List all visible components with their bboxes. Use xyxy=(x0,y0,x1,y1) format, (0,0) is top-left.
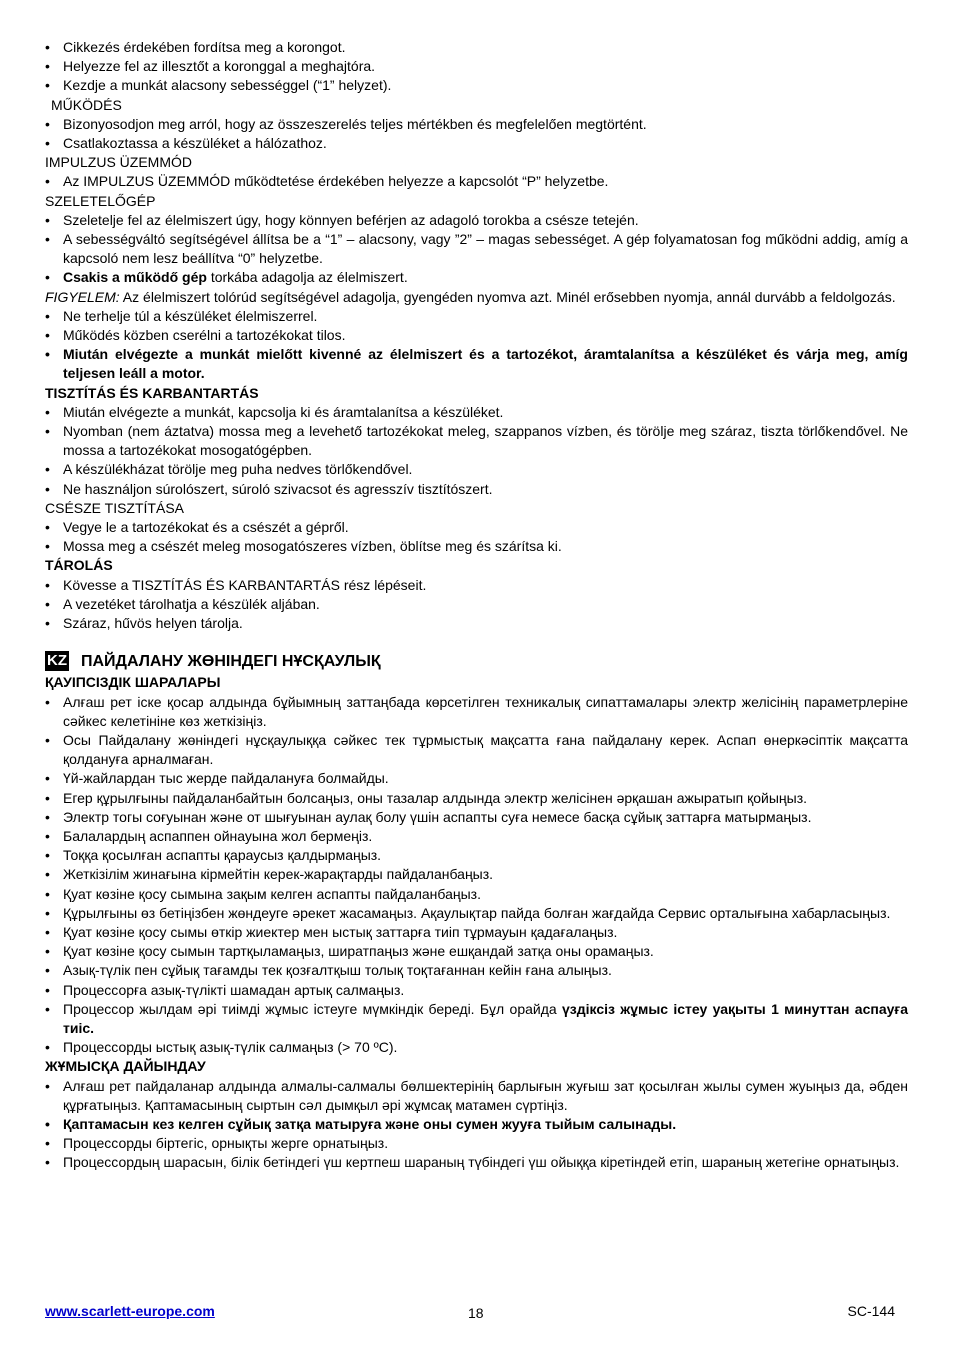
attention-paragraph xyxy=(45,288,908,307)
list-item: • A sebességváltó segítségével állítsa be a “1” – alacsony, vagy ”2” – magas sebességet. A gép folyamatosan fog működni addig, amíg a kapcsoló nem lesz beállítva “0” helyzetbe. xyxy=(45,230,908,268)
page-number: 18 xyxy=(468,1305,484,1321)
list-item: • Ne használjon súrolószert, súroló szivacsot és agresszív tisztítószert. xyxy=(45,480,908,499)
section-heading-pulse: IMPULZUS ÜZEMMÓD xyxy=(45,154,192,171)
kz-title-text: ПАЙДАЛАНУ ЖӨНІНДЕГІ НҰСҚАУЛЫҚ xyxy=(81,652,381,670)
section-heading-cleaning: TISZTÍTÁS ÉS KARBANTARTÁS xyxy=(45,384,259,401)
language-badge: KZ xyxy=(47,652,67,670)
kz-section-title xyxy=(45,649,908,673)
list-item: • Алғаш рет іске қосар алдында бұйымның заттаңбада көрсетілген техникалық сипаттамалары электр желісінің параметрлеріне сәйкес келетініне көз жеткізіңіз. xyxy=(45,693,908,731)
list-item: • Процессорды ыстық азық-түлік салмаңыз (> 70 ºС). xyxy=(45,1038,908,1057)
attention-label: FIGYELEM: xyxy=(45,288,120,305)
list-item: • Электр тогы соғуынан және от шығуынан аулақ болу үшін аспапты суға немесе басқа сұйық заттарға матырмаңыз. xyxy=(45,808,908,827)
section-heading-operation: MŰKÖDÉS xyxy=(51,96,122,113)
section-heading-prep: ЖҰМЫСҚА ДАЙЫНДАУ xyxy=(45,1058,206,1075)
model-number: SC-144 xyxy=(847,1303,895,1319)
list-item: • Csatlakoztassa a készüléket a hálózathoz. xyxy=(45,134,908,153)
hu-prep-list xyxy=(45,38,908,96)
list-item: • Процессорды біртегіс, орнықты жерге орнатыңыз. xyxy=(45,1134,908,1153)
list-item: • Az IMPULZUS ÜZEMMÓD működtetése érdekében helyezze a kapcsolót “P” helyzetbe. xyxy=(45,172,908,191)
emphasis-text: үздіксіз жұмыс істеу уақыты 1 минуттан аспауға тиіс. xyxy=(63,1000,909,1036)
body-text: Процессор жылдам әрі тиімді жұмыс істеуге мүмкіндік береді. Бұл орайда xyxy=(63,1000,562,1017)
list-item: • Үй-жайлардан тыс жерде пайдалануға болмайды. xyxy=(45,769,908,788)
list-item: • Осы Пайдалану жөніндегі нұсқаулыққа сәйкес тек тұрмыстық мақсатта ғана пайдалану керек. Аспап өнеркәсіптік мақсатта қолдануға арналмаған. xyxy=(45,731,908,769)
list-item: • Ne terhelje túl a készüléket élelmiszerrel. xyxy=(45,307,908,326)
list-item: • Балалардың аспаппен ойнауына жол бермеңіз. xyxy=(45,827,908,846)
list-item: • Vegye le a tartozékokat és a csészét a gépről. xyxy=(45,518,908,537)
list-item: • Құрылғыны өз бетіңізбен жөндеуге әрекет жасамаңыз. Ақаулықтар пайда болған жағдайда Сервис орталығына хабарласыңыз. xyxy=(45,904,908,923)
list-item: • Helyezze fel az illesztőt a koronggal a meghajtóra. xyxy=(45,57,908,76)
list-item: • Száraz, hűvös helyen tárolja. xyxy=(45,614,908,633)
list-item: • Егер құрылғыны пайдаланбайтын болсаңыз, оны тазалар алдында электр желісінен әрқашан ажыратып қойыңыз. xyxy=(45,789,908,808)
section-heading-cup: CSÉSZE TISZTÍTÁSA xyxy=(45,499,184,516)
list-item: • Қуат көзіне қосу сымына зақым келген аспапты пайдаланбаңыз. xyxy=(45,885,908,904)
list-item: • Тоққа қосылған аспапты қараусыз қалдырмаңыз. xyxy=(45,846,908,865)
attention-text: Az élelmiszert tolórúd segítségével adagolja, gyengéden nyomva azt. Minél erősebben nyomja, annál durvább a feldolgozás. xyxy=(119,288,896,305)
list-item: • Азық-түлік пен сұйық тағамды тек қозғалтқыш толық тоқтағаннан кейін ғана алыңыз. xyxy=(45,961,908,980)
list-item: • Mossa meg a csészét meleg mosogatószeres vízben, öblítse meg és szárítsa ki. xyxy=(45,537,908,556)
list-item xyxy=(45,268,908,287)
list-item: • A vezetéket tárolhatja a készülék aljában. xyxy=(45,595,908,614)
list-item: • Nyomban (nem áztatva) mossa meg a levehető tartozékokat meleg, szappanos vízben, és törölje meg száraz, tiszta törlőkendővel. Ne mossa a tartozékokat mosogatógépben. xyxy=(45,422,908,460)
page-content xyxy=(45,38,908,1173)
list-item: • Процессорға азық-түлікті шамадан артық салмаңыз. xyxy=(45,981,908,1000)
list-item: • Kövesse a TISZTÍTÁS ÉS KARBANTARTÁS rész lépéseit. xyxy=(45,576,908,595)
body-text: torkába adagolja az élelmiszert. xyxy=(206,269,408,286)
list-item: • Cikkezés érdekében fordítsa meg a korongot. xyxy=(45,38,908,57)
list-item: • Bizonyosodjon meg arról, hogy az összeszerelés teljes mértékben és megfelelően megtörtént. xyxy=(45,115,908,134)
list-item: • Működés közben cserélni a tartozékokat tilos. xyxy=(45,326,908,345)
list-item: • Miután elvégezte a munkát, kapcsolja ki és áramtalanítsa a készüléket. xyxy=(45,403,908,422)
list-item: • Қаптамасын кез келген сұйық затқа матыруға және оны сумен жууға тыйым салынады. xyxy=(45,1115,908,1134)
section-heading-storage: TÁROLÁS xyxy=(45,557,113,574)
list-item: • Miután elvégezte a munkát mielőtt kivenné az élelmiszert és a tartozékot, áramtalanítsa a készüléket és várja meg, amíg teljesen leáll a motor. xyxy=(45,345,908,383)
list-item xyxy=(45,1000,908,1038)
website-link[interactable]: www.scarlett-europe.com xyxy=(45,1303,215,1319)
list-item: • Қуат көзіне қосу сымын тартқыламаңыз, ширатпаңыз және ешқандай затқа оны орамаңыз. xyxy=(45,942,908,961)
list-item: • Процессордың шарасын, білік бетіндегі үш кертпеш шараның түбіндегі үш ойыққа кіретіндей етіп, шараның жетегіне орнатыңыз. xyxy=(45,1153,908,1172)
page-footer xyxy=(45,1302,908,1322)
list-item: • Kezdje a munkát alacsony sebességgel (“1” helyzet). xyxy=(45,76,908,95)
section-heading-safety: ҚАУІПСІЗДІК ШАРАЛАРЫ xyxy=(45,674,221,691)
list-item: • A készülékházat törölje meg puha nedves törlőkendővel. xyxy=(45,460,908,479)
list-item: • Қуат көзіне қосу сымы өткір жиектер мен ыстық заттарға тиіп тұрмауын қадағалаңыз. xyxy=(45,923,908,942)
list-item: • Szeletelje fel az élelmiszert úgy, hogy könnyen beférjen az adagoló torokba a csésze tetején. xyxy=(45,211,908,230)
emphasis-text: Csakis a működő gép xyxy=(63,269,207,286)
list-item: • Жеткізілім жинағына кірмейтін керек-жарақтарды пайдаланбаңыз. xyxy=(45,865,908,884)
list-item: • Алғаш рет пайдаланар алдында алмалы-салмалы бөлшектерінің барлығын жуғыш зат қосылған жылы сумен жуыңыз да, әбден құрғатыңыз. Қаптамасының сыртын сәл дымқыл әрі жұмсақ матамен сүртіңіз. xyxy=(45,1077,908,1115)
section-heading-slicer: SZELETELŐGÉP xyxy=(45,192,156,209)
